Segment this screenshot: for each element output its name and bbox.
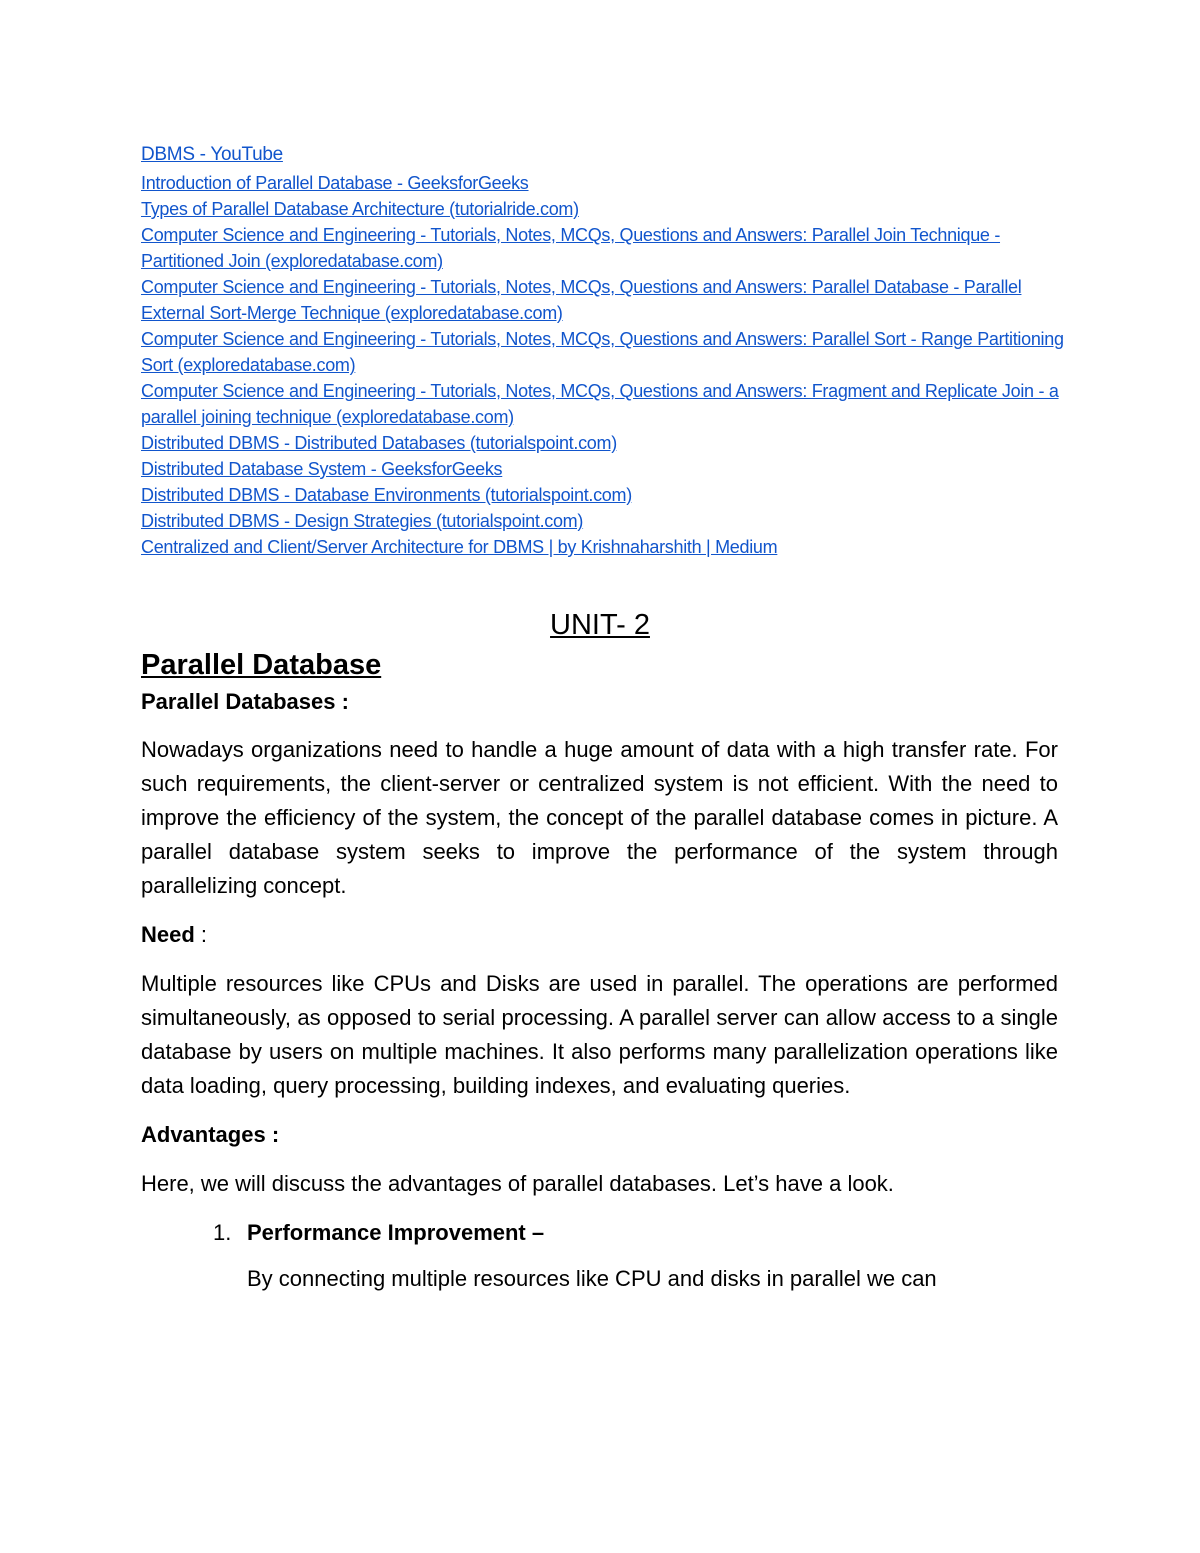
need-label: Need — [141, 922, 195, 947]
reference-links — [141, 140, 1071, 560]
link-fragment-replicate-join[interactable]: Computer Science and Engineering - Tutorials, Notes, MCQs, Questions and Answers: Fragment and Replicate Join - a parallel joining technique (exploredatabase.com) — [141, 381, 1059, 427]
link-distributed-database-system[interactable]: Distributed Database System - GeeksforGeeks — [141, 459, 503, 479]
paragraph-intro: Nowadays organizations need to handle a huge amount of data with a high transfer rate. For such requirements, the client-server or centralized system is not efficient. With the need to improve the efficiency of the system, the concept of the parallel database comes in picture. A parallel database system seeks to improve the performance of the system through parallelizing concept. — [141, 737, 1058, 898]
unit-heading: UNIT- 2 — [550, 609, 650, 641]
link-distributed-databases[interactable]: Distributed DBMS - Distributed Databases (tutorialspoint.com) — [141, 433, 617, 453]
link-database-environments[interactable]: Distributed DBMS - Database Environments (tutorialspoint.com) — [141, 485, 632, 505]
need-suffix: : — [194, 922, 208, 947]
list-item-text: By connecting multiple resources like CPU and disks in parallel we can — [247, 1266, 937, 1291]
link-parallel-architecture-types[interactable]: Types of Parallel Database Architecture (tutorialride.com) — [141, 199, 579, 219]
list-item — [141, 1216, 1058, 1250]
paragraph-advantages-intro: Here, we will discuss the advantages of parallel databases. Let’s have a look. — [141, 1171, 894, 1196]
paragraph-need: Multiple resources like CPUs and Disks are used in parallel. The operations are performed simultaneously, as opposed to serial processing. A parallel server can allow access to a single database by users on multiple machines. It also performs many parallelization operations like data loading, query processing, building indexes, and evaluating queries. — [141, 971, 1058, 1098]
list-item-title: Performance Improvement – — [247, 1220, 545, 1245]
spacer — [141, 719, 1058, 733]
spacer — [141, 903, 1058, 918]
section-heading-advantages: Advantages : — [141, 1122, 280, 1147]
list-item-number: 1. — [213, 1220, 232, 1245]
link-design-strategies[interactable]: Distributed DBMS - Design Strategies (tutorialspoint.com) — [141, 511, 584, 531]
main-content — [141, 645, 1058, 1296]
spacer — [141, 952, 1058, 967]
link-client-server-architecture[interactable]: Centralized and Client/Server Architecture for DBMS | by Krishnaharshith | Medium — [141, 537, 778, 557]
section-heading-parallel-databases: Parallel Databases : — [141, 689, 349, 714]
link-partitioned-join[interactable]: Computer Science and Engineering - Tutorials, Notes, MCQs, Questions and Answers: Parallel Join Technique - Partitioned Join (exploredatabase.com) — [141, 225, 1001, 271]
need-heading — [141, 918, 1058, 952]
link-dbms-youtube[interactable]: DBMS - YouTube — [141, 144, 283, 165]
link-intro-parallel-database[interactable]: Introduction of Parallel Database - GeeksforGeeks — [141, 173, 529, 193]
link-range-partitioning-sort[interactable]: Computer Science and Engineering - Tutorials, Notes, MCQs, Questions and Answers: Parallel Sort - Range Partitioning Sort (exploredatabase.com) — [141, 329, 1064, 375]
page-title: Parallel Database — [141, 649, 382, 681]
spacer — [141, 1103, 1058, 1118]
spacer — [141, 1201, 1058, 1216]
link-external-sort-merge[interactable]: Computer Science and Engineering - Tutorials, Notes, MCQs, Questions and Answers: Parallel Database - Parallel External Sort-Merge Technique (exploredatabase.com) — [141, 277, 1022, 323]
spacer — [141, 1152, 1058, 1167]
